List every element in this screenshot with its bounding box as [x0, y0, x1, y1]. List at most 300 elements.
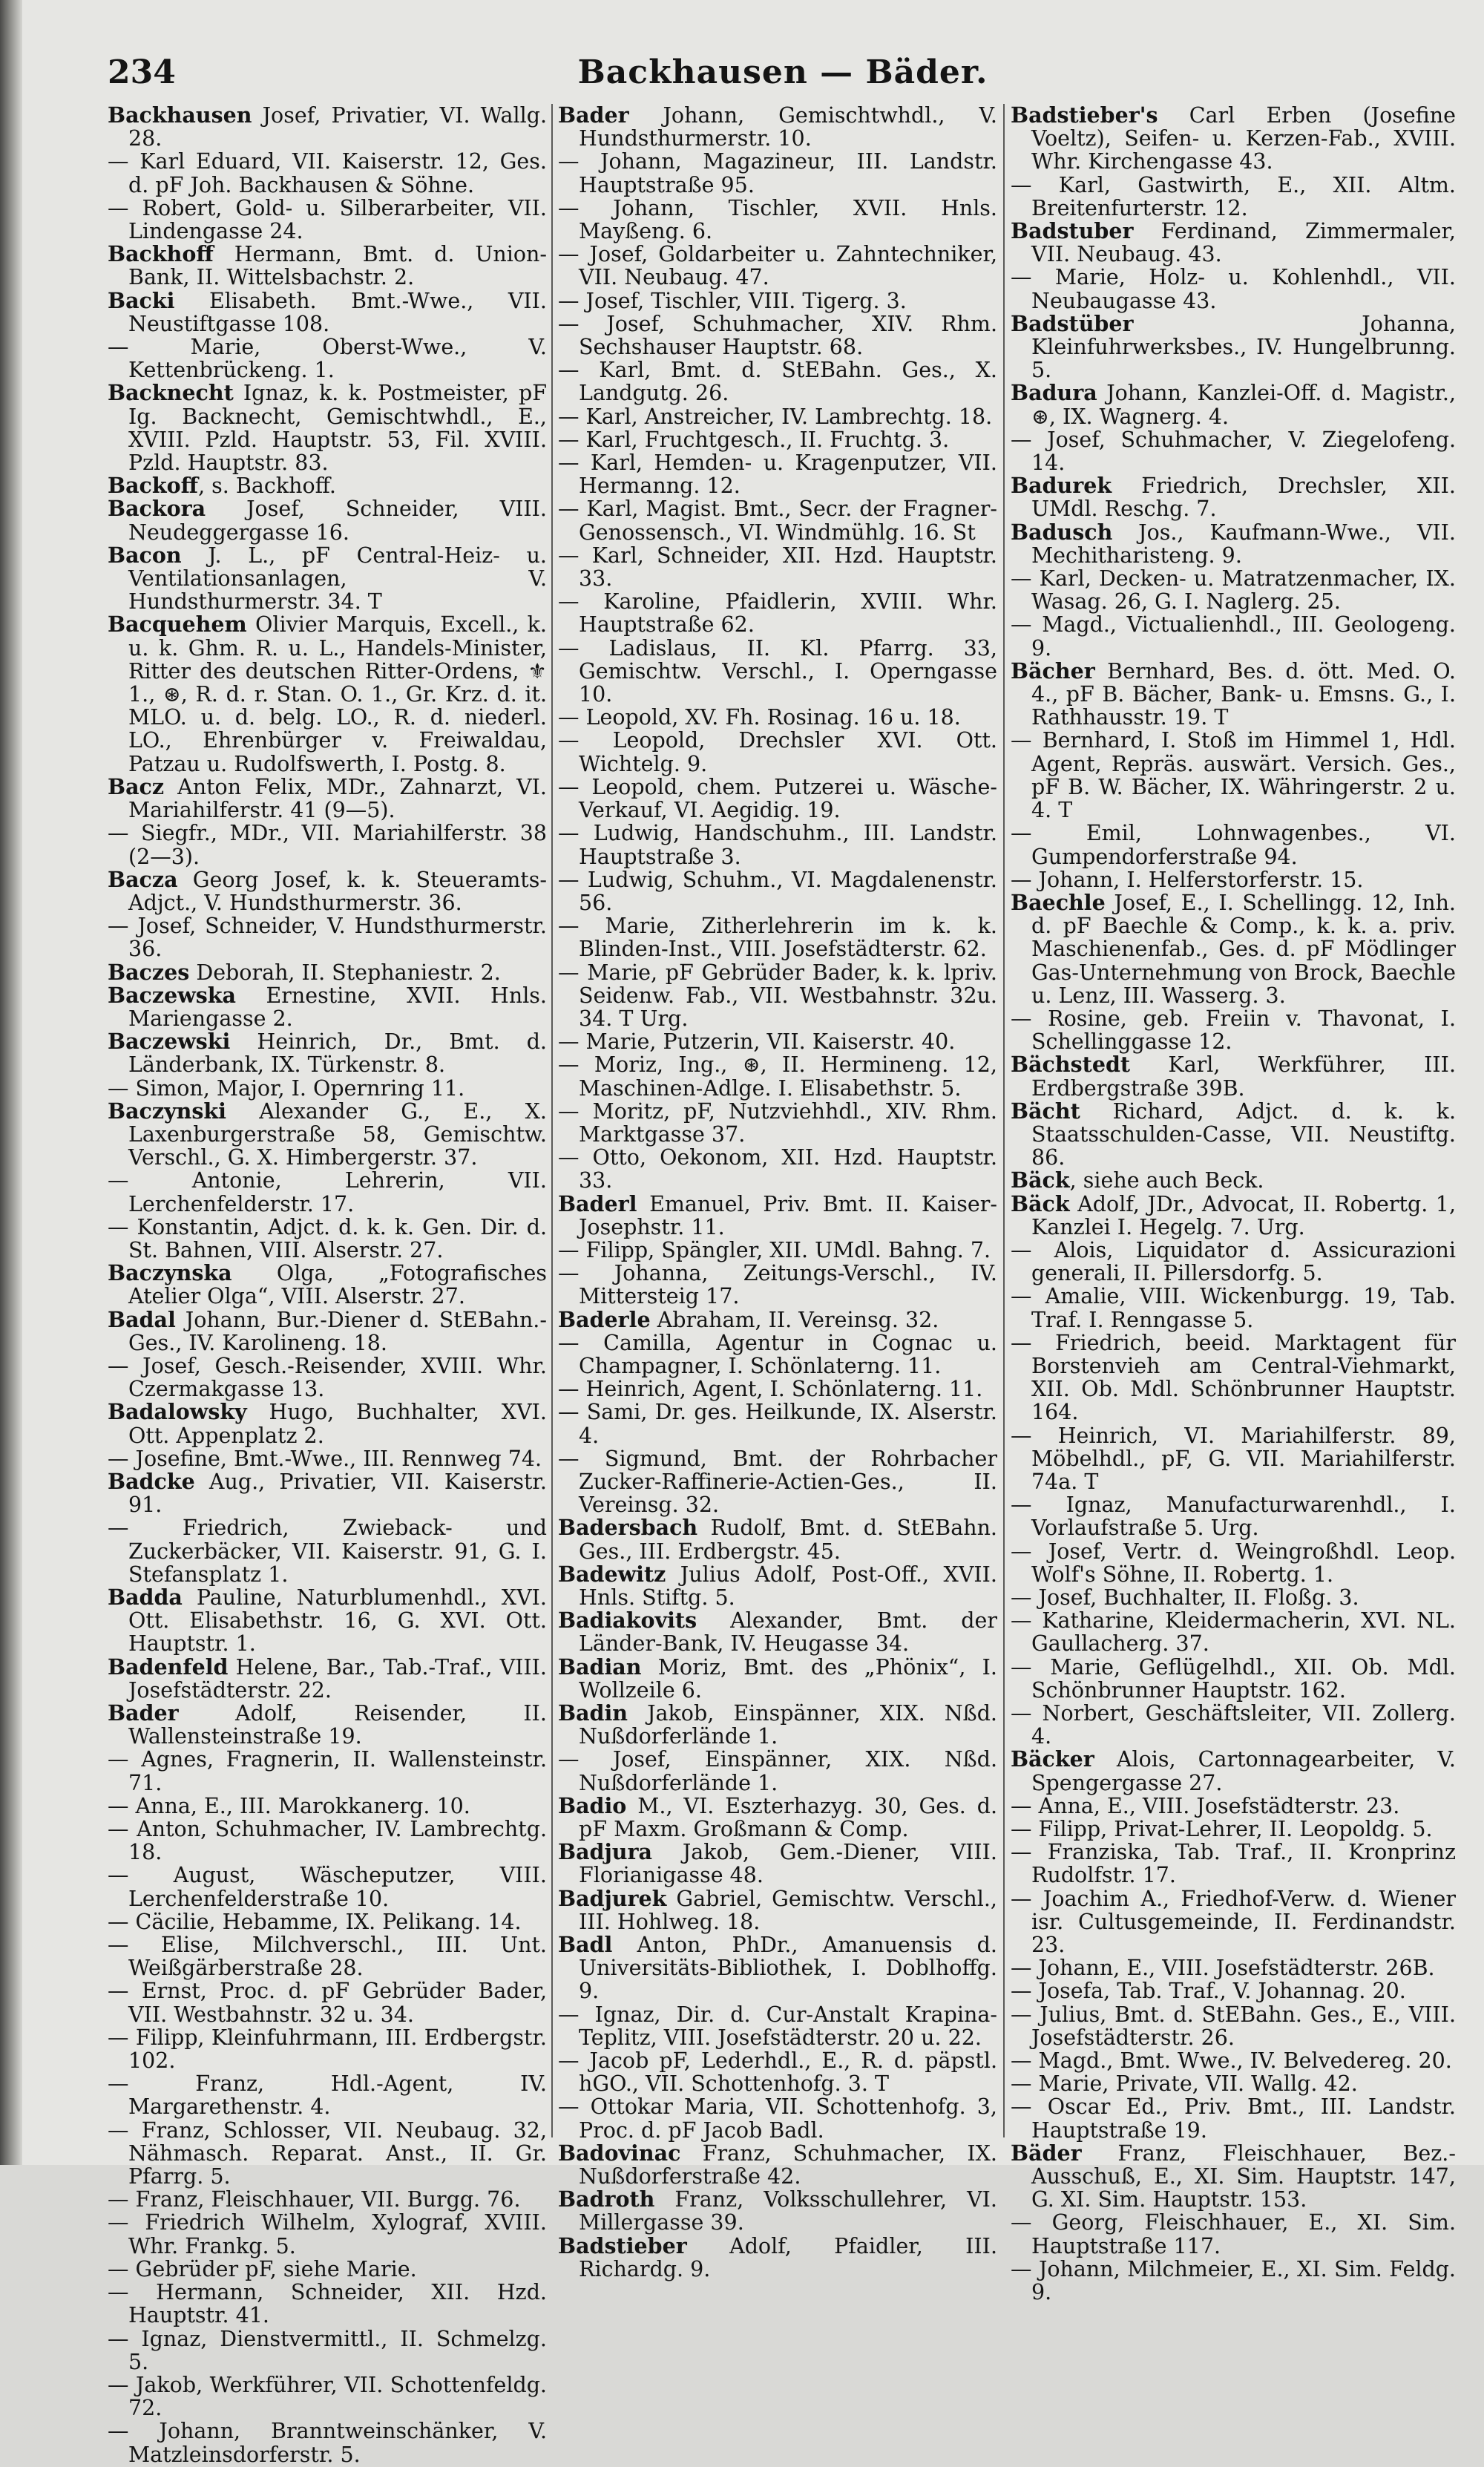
directory-entry: [1011, 660, 1456, 730]
entry-surname: Badersbach: [558, 1515, 698, 1541]
directory-entry: [108, 961, 547, 984]
entry-surname: Bächt: [1011, 1098, 1080, 1124]
entry-surname: Bächer: [1011, 658, 1095, 684]
entry-details: — Karl, Decken- u. Matratzenmacher, IX. Wasag. 26, G. I. Naglerg. 25.: [1011, 566, 1456, 615]
directory-entry: [108, 2072, 547, 2118]
entry-details: — Jakob, Werkführer, VII. Schottenfeldg. 72.: [108, 2372, 547, 2421]
entry-details: — Agnes, Fragnerin, II. Wallensteinstr. 71.: [108, 1747, 547, 1795]
entry-surname: Backhausen: [108, 102, 252, 128]
entry-details: — Josef, Goldarbeiter u. Zahntechniker, VII. Neubaug. 47.: [558, 242, 997, 290]
entry-details: Georg Josef, k. k. Steueramts-Adjct., V. Hundsthurmerstr. 36.: [128, 867, 547, 915]
directory-entry: [108, 474, 547, 497]
entry-details: — Marie, Zitherlehrerin im k. k. Blinden-Inst., VIII. Josefstädterstr. 62.: [558, 914, 997, 962]
directory-entry: [1011, 1540, 1456, 1586]
entry-details: Pauline, Naturblumenhdl., XVI. Ott. Elisabethstr. 16, G. XVI. Ott. Hauptstr. 1.: [128, 1585, 547, 1657]
directory-entry: [1011, 1493, 1456, 1539]
directory-entry: [1011, 567, 1456, 613]
directory-entry: [1011, 381, 1456, 427]
entry-surname: Bacz: [108, 773, 165, 799]
entry-details: — Karl, Hemden- u. Kragenputzer, VII. Hermanng. 12.: [558, 451, 997, 499]
directory-entry: [558, 428, 997, 451]
entry-surname: Backora: [108, 496, 206, 522]
directory-entry: [1011, 1285, 1456, 1331]
directory-entry: [108, 2188, 547, 2211]
entry-details: J. L., pF Central-Heiz- u. Ventilationsanlagen, V. Hundsthurmerstr. 34. T: [128, 543, 547, 615]
directory-entry: [1011, 613, 1456, 659]
entry-details: — Oscar Ed., Priv. Bmt., III. Landstr. Hauptstraße 19.: [1011, 2094, 1456, 2143]
directory-entry: [1011, 266, 1456, 312]
directory-entry: [108, 2258, 547, 2281]
entry-details: Helene, Bar., Tab.-Traf., VIII. Josefstädterstr. 22.: [128, 1654, 547, 1703]
entry-details: — Julius, Bmt. d. StEBahn. Ges., E., VIII. Josefstädterstr. 26.: [1011, 2002, 1456, 2050]
entry-details: , siehe auch Beck.: [1069, 1168, 1264, 1193]
entry-details: — Friedrich, Zwieback- und Zuckerbäcker, VII. Kaiserstr. 91, G. I. Stefansplatz 1.: [108, 1516, 547, 1587]
entry-details: Adolf, JDr., Advocat, II. Robertg. 1, Kanzlei I. Hegelg. 7. Urg.: [1031, 1191, 1456, 1239]
directory-entry: [108, 2119, 547, 2189]
entry-surname: Badal: [108, 1306, 176, 1332]
entry-details: — Karl, Magist. Bmt., Secr. der Fragner-Genossensch., VI. Windmühlg. 16. St: [558, 497, 997, 545]
entry-details: — Ignaz, Dir. d. Cur-Anstalt Krapina-Teplitz, VIII. Josefstädterstr. 20 u. 22.: [558, 2002, 997, 2050]
entry-details: Alexander G., E., X. Laxenburgerstraße 58, Gemischtw. Verschl., G. X. Himbergerstr. 37.: [128, 1098, 547, 1170]
directory-entry: [1011, 1586, 1456, 1609]
entry-details: — Josef, Schneider, V. Hundsthurmerstr. 36.: [108, 914, 547, 962]
column-1: [108, 102, 547, 2467]
directory-entry: [108, 104, 547, 150]
directory-entry: [1011, 1007, 1456, 1053]
entry-details: Gabriel, Gemischtw. Verschl., III. Hohlweg. 18.: [579, 1886, 997, 1934]
entry-details: — Siegfr., MDr., VII. Mariahilferstr. 38 (2—3).: [108, 821, 547, 869]
entry-details: — Leopold, chem. Putzerei u. Wäsche-Verkauf, VI. Aegidig. 19.: [558, 774, 997, 823]
directory-entry: [1011, 428, 1456, 474]
page-number: 234: [108, 53, 176, 91]
entry-details: — Karl, Bmt. d. StEBahn. Ges., X. Landgutg. 26.: [558, 358, 997, 406]
entry-surname: Baderle: [558, 1306, 651, 1332]
entry-details: Aug., Privatier, VII. Kaiserstr. 91.: [128, 1469, 547, 1518]
entry-surname: Badenfeld: [108, 1654, 229, 1680]
entry-surname: Badian: [558, 1654, 642, 1680]
directory-entry: [558, 822, 997, 868]
directory-entry: [108, 2327, 547, 2373]
directory-entry: [108, 1795, 547, 1818]
directory-entry: [108, 243, 547, 289]
directory-entry: [558, 150, 997, 196]
directory-entry: [108, 1354, 547, 1400]
column-divider: [1003, 104, 1005, 2137]
directory-entry: [1011, 220, 1456, 266]
directory-entry: [1011, 312, 1456, 382]
directory-entry: [1011, 1190, 1456, 1239]
entry-details: — Filipp, Privat-Lehrer, II. Leopoldg. 5.: [1011, 1817, 1433, 1842]
directory-entry: [1011, 1424, 1456, 1494]
directory-entry: [108, 544, 547, 614]
entry-details: Elisabeth. Bmt.-Wwe., VII. Neustiftgasse 108.: [128, 288, 547, 336]
entry-surname: Baechle: [1011, 889, 1106, 915]
entry-surname: Bäck: [1011, 1167, 1070, 1193]
entry-details: — Josef, Vertr. d. Weingroßhdl. Leop. Wolf's Söhne, II. Robertg. 1.: [1011, 1539, 1456, 1587]
directory-entry: [1011, 1053, 1456, 1099]
entry-details: Anton Felix, MDr., Zahnarzt, VI. Mariahilferstr. 41 (9—5).: [128, 774, 547, 823]
entry-surname: Backhoff: [108, 241, 214, 267]
directory-entry: [558, 1308, 997, 1331]
entry-surname: Badewitz: [558, 1561, 666, 1587]
entry-details: — Johann, I. Helferstorferstr. 15.: [1011, 867, 1364, 892]
directory-entry: [558, 312, 997, 358]
directory-entry: [108, 197, 547, 243]
entry-details: M., VI. Eszterhazyg. 30, Ges. d. pF Maxm. Großmann & Comp.: [579, 1793, 997, 1842]
entry-details: — Leopold, Drechsler XVI. Ott. Wichtelg. 9.: [558, 728, 997, 776]
directory-entry: [558, 1887, 997, 1933]
entry-surname: Badiakovits: [558, 1608, 697, 1634]
entry-details: — Leopold, XV. Fh. Rosinag. 16 u. 18.: [558, 705, 961, 730]
entry-details: — Karl, Schneider, XII. Hzd. Hauptstr. 33.: [558, 543, 997, 592]
scan-edge-shadow: [0, 0, 22, 2165]
directory-entry: [1011, 1702, 1456, 1748]
directory-entry: [558, 1609, 997, 1655]
entry-details: — Magd., Bmt. Wwe., IV. Belvedereg. 20.: [1011, 2048, 1452, 2074]
entry-surname: Badl: [558, 1932, 613, 1958]
directory-entry: [558, 405, 997, 428]
directory-entry: [1011, 1609, 1456, 1655]
entry-surname: Bächstedt: [1011, 1052, 1131, 1078]
directory-entry: [1011, 2211, 1456, 2257]
entry-details: — Heinrich, VI. Mariahilferstr. 89, Möbelhdl., pF, G. VII. Mariahilferstr. 74a. T: [1011, 1423, 1456, 1494]
entry-surname: Badovinac: [558, 2140, 681, 2166]
entry-surname: Baczynski: [108, 1098, 226, 1124]
entry-details: Richard, Adjct. d. k. k. Staatsschulden-Casse, VII. Neustiftg. 86.: [1031, 1098, 1456, 1170]
directory-entry: [1011, 2072, 1456, 2095]
directory-entry: [1011, 521, 1456, 567]
entry-details: Johann, Bur.-Diener d. StEBahn.-Ges., IV. Karolineng. 18.: [128, 1307, 547, 1355]
entry-surname: Baczynska: [108, 1260, 232, 1286]
directory-entry: [108, 2420, 547, 2466]
directory-entry: [1011, 1887, 1456, 1957]
directory-entry: [558, 868, 997, 914]
entry-details: — Jacob pF, Lederhdl., E., R. d. päpstl. hGO., VII. Schottenhofg. 3. T: [558, 2048, 997, 2097]
directory-entry: [1011, 2095, 1456, 2141]
directory-entry: [558, 1239, 997, 1262]
entry-details: Franz, Volksschullehrer, VI. Millergasse 39.: [579, 2187, 997, 2235]
entry-details: , s. Backhoff.: [198, 474, 336, 499]
entry-details: — Franz, Schlosser, VII. Neubaug. 32, Nähmasch. Reparat. Anst., II. Gr. Pfarrg. 5.: [108, 2117, 547, 2189]
directory-entry: [558, 1656, 997, 1702]
entry-details: — Ignaz, Dienstvermittl., II. Schmelzg. 5.: [108, 2326, 547, 2374]
entry-details: — Josef, Buchhalter, II. Floßg. 3.: [1011, 1585, 1359, 1610]
entry-details: Olivier Marquis, Excell., k. u. k. Ghm. R. u. L., Handels-Minister, Ritter des deutschen Ritter-Ordens, ⚜ 1., ⊛, R. d. r. Stan. O. 1., Gr. Krz. d. it. MLO. u. d. belg. LO., R. d. niederl. LO., Ehrenbürger v. Freiwaldau, Patzau u. Rudolfswerth, I. Postg. 8.: [128, 612, 547, 776]
directory-entry: [558, 1447, 997, 1517]
directory-entry: [558, 2232, 997, 2281]
directory-entry: [1011, 1656, 1456, 1702]
directory-entry: [558, 197, 997, 243]
entry-surname: Badura: [1011, 380, 1097, 406]
directory-entry: [1011, 104, 1456, 174]
directory-entry: [558, 637, 997, 707]
page-header: [108, 53, 1458, 98]
entry-surname: Badin: [558, 1700, 628, 1726]
directory-entry: [1011, 1100, 1456, 1170]
directory-entry: [108, 1030, 547, 1076]
directory-entry: [558, 1053, 997, 1099]
running-head: Backhausen — Bäder.: [577, 53, 988, 91]
entry-details: — Marie, Oberst-Wwe., V. Kettenbrückeng. 1.: [108, 335, 547, 383]
directory-entry: [558, 1563, 997, 1609]
entry-details: — Emil, Lohnwagenbes., VI. Gumpendorferstraße 94.: [1011, 821, 1456, 869]
entry-details: — Johann, Milchmeier, E., XI. Sim. Feldg. 9.: [1011, 2256, 1456, 2305]
directory-entry: [1011, 1331, 1456, 1424]
directory-entry: [108, 1586, 547, 1656]
entry-details: — Bernhard, I. Stoß im Himmel 1, Hdl. Agent, Repräs. auswärt. Versich. Ges., pF B. W. Bächer, IX. Währingerstr. 2 u. 4. T: [1011, 728, 1456, 823]
entry-details: — Johann, Branntweinschänker, V. Matzleinsdorferstr. 5.: [108, 2419, 547, 2467]
entry-surname: Badstuber: [1011, 218, 1134, 244]
directory-entry: [108, 150, 547, 196]
entry-details: Friedrich, Drechsler, XII. UMdl. Reschg. 7.: [1031, 474, 1456, 522]
directory-entry: [558, 1331, 997, 1377]
entry-details: — Ludwig, Schuhm., VI. Magdalenenstr. 56.: [558, 867, 997, 915]
directory-entry: [558, 1262, 997, 1308]
directory-entry: [558, 2142, 997, 2188]
directory-entry: [558, 1377, 997, 1400]
directory-entry: [1011, 2142, 1456, 2212]
entry-details: — Sigmund, Bmt. der Rohrbacher Zucker-Raffinerie-Actien-Ges., II. Vereinsg. 32.: [558, 1446, 997, 1518]
directory-entry: [558, 914, 997, 960]
entry-details: Julius Adolf, Post-Off., XVII. Hnls. Stiftg. 5.: [579, 1562, 997, 1610]
entry-details: — Ernst, Proc. d. pF Gebrüder Bader, VII. Westbahnstr. 32 u. 34.: [108, 1979, 547, 2027]
entry-details: — Georg, Fleischhauer, E., XI. Sim. Hauptstraße 117.: [1011, 2210, 1456, 2258]
directory-entry: [1011, 1748, 1456, 1794]
entry-details: — Karl, Anstreicher, IV. Lambrechtg. 18.: [558, 404, 993, 429]
entry-details: Emanuel, Priv. Bmt. II. Kaiser-Josephstr. 11.: [579, 1191, 997, 1239]
entry-details: — Marie, pF Gebrüder Bader, k. k. lpriv. Seidenw. Fab., VII. Westbahnstr. 32u. 34. T Urg.: [558, 960, 997, 1031]
entry-details: — Friedrich, beeid. Marktagent für Borstenvieh am Central-Viehmarkt, XII. Ob. Mdl. Schönbrunner Hauptstr. 164.: [1011, 1330, 1456, 1425]
directory-entry: [108, 1400, 547, 1447]
entry-details: — Moriz, Ing., ⊛, II. Hermineng. 12, Maschinen-Adlge. I. Elisabethstr. 5.: [558, 1052, 997, 1101]
entry-details: — Karl, Gastwirth, E., XII. Altm. Breitenfurterstr. 12.: [1011, 172, 1456, 220]
entry-details: — Josef, Einspänner, XIX. Nßd. Nußdorferlände 1.: [558, 1747, 997, 1795]
entry-details: — Marie, Putzerin, VII. Kaiserstr. 40.: [558, 1029, 956, 1055]
directory-entry: [558, 1146, 997, 1192]
entry-details: — Franz, Fleischhauer, VII. Burgg. 76.: [108, 2187, 521, 2212]
entry-details: — Josef, Gesch.-Reisender, XVIII. Whr. Czermakgasse 13.: [108, 1353, 547, 1402]
entry-details: Deborah, II. Stephaniestr. 2.: [189, 960, 501, 985]
entry-details: — Friedrich Wilhelm, Xylograf, XVIII. Whr. Frankg. 5.: [108, 2210, 547, 2258]
entry-surname: Backnecht: [108, 380, 234, 406]
entry-details: — Karl Eduard, VII. Kaiserstr. 12, Ges. d. pF Joh. Backhausen & Söhne.: [108, 149, 547, 197]
directory-entry: [558, 1748, 997, 1794]
entry-details: Alexander, Bmt. der Länder-Bank, IV. Heugasse 34.: [579, 1608, 997, 1657]
entry-details: — Simon, Major, I. Opernring 11.: [108, 1075, 465, 1101]
directory-entry: [1011, 1841, 1456, 1887]
entry-surname: Badstüber: [1011, 310, 1134, 336]
entry-details: — Josef, Schuhmacher, XIV. Rhm. Sechshauser Hauptstr. 68.: [558, 311, 997, 360]
directory-entry: [558, 1516, 997, 1562]
entry-details: Rudolf, Bmt. d. StEBahn. Ges., III. Erdbergstr. 45.: [579, 1516, 997, 1564]
entry-details: — Ladislaus, II. Kl. Pfarrg. 33, Gemischtw. Verschl., I. Operngasse 10.: [558, 635, 997, 707]
entry-surname: Badcke: [108, 1468, 195, 1494]
entry-details: — Marie, Holz- u. Kohlenhdl., VII. Neubaugasse 43.: [1011, 265, 1456, 313]
directory-entry: [558, 1702, 997, 1748]
entry-details: Moriz, Bmt. des „Phönix“, I. Wollzeile 6.: [579, 1654, 997, 1703]
entry-surname: Bäder: [1011, 2140, 1082, 2166]
entry-details: — Franz, Hdl.-Agent, IV. Margarethenstr. 4.: [108, 2071, 547, 2120]
entry-surname: Bacza: [108, 866, 178, 892]
directory-entry: [108, 1169, 547, 1215]
directory-entry: [558, 776, 997, 822]
entry-details: — Antonie, Lehrerin, VII. Lerchenfelderstr. 17.: [108, 1168, 547, 1216]
entry-details: Heinrich, Dr., Bmt. d. Länderbank, IX. Türkenstr. 8.: [128, 1029, 547, 1078]
entry-details: — Robert, Gold- u. Silberarbeiter, VII. Lindengasse 24.: [108, 195, 547, 244]
entry-details: — August, Wäscheputzer, VIII. Lerchenfelderstraße 10.: [108, 1863, 547, 1911]
entry-details: Johann, Gemischtwhdl., V. Hundsthurmerstr. 10.: [579, 103, 997, 151]
entry-details: Franz, Fleischhauer, Bez.-Ausschuß, E., XI. Sim. Hauptstr. 147, G. XI. Sim. Hauptstr. 153.: [1031, 2140, 1456, 2212]
directory-entry: [1011, 1956, 1456, 1979]
directory-entry: [108, 868, 547, 914]
entry-details: — Elise, Milchverschl., III. Unt. Weißgärberstraße 28.: [108, 1933, 547, 1981]
entry-details: — Norbert, Geschäftsleiter, VII. Zollerg. 4.: [1011, 1701, 1456, 1749]
directory-entry: [1011, 868, 1456, 891]
entry-details: Jakob, Einspänner, XIX. Nßd. Nußdorferlände 1.: [579, 1701, 997, 1749]
entry-surname: Badda: [108, 1585, 183, 1610]
directory-entry: [108, 1656, 547, 1702]
entry-details: — Anna, E., III. Marokkanerg. 10.: [108, 1793, 470, 1818]
entry-details: Ignaz, k. k. Postmeister, pF Ig. Backnecht, Gemischtwhdl., E., XVIII. Pzld. Hauptstr. 53, Fil. XVIII. Pzld. Hauptstr. 83.: [128, 381, 547, 476]
entry-surname: Bacquehem: [108, 612, 247, 638]
entry-surname: Baderl: [558, 1190, 637, 1216]
entry-details: — Hermann, Schneider, XII. Hzd. Hauptstr. 41.: [108, 2280, 547, 2328]
entry-surname: Backoff: [108, 473, 199, 499]
entry-details: — Katharine, Kleidermacherin, XVI. NL. Gaullacherg. 37.: [1011, 1608, 1456, 1657]
directory-entry: [108, 335, 547, 381]
entry-details: Johann, Kanzlei-Off. d. Magistr., ⊛, IX. Wagnerg. 4.: [1031, 381, 1456, 429]
directory-entry: [1011, 2049, 1456, 2072]
directory-entry: [558, 1933, 997, 2003]
entry-surname: Badalowsky: [108, 1399, 247, 1425]
entry-details: Olga, „Fotografisches Atelier Olga“, VIII. Alserstr. 27.: [128, 1261, 547, 1309]
directory-entry: [108, 497, 547, 543]
directory-entry: [558, 1400, 997, 1447]
entry-details: — Ludwig, Handschuhm., III. Landstr. Hauptstraße 3.: [558, 821, 997, 869]
directory-entry: [558, 358, 997, 404]
directory-entry: [558, 961, 997, 1031]
entry-details: — Filipp, Kleinfuhrmann, III. Erdbergstr. 102.: [108, 2025, 547, 2074]
column-3: [1011, 102, 1456, 2305]
directory-entry: [108, 822, 547, 868]
directory-entry: [1011, 822, 1456, 868]
directory-entry: [1011, 729, 1456, 822]
directory-entry: [558, 2003, 997, 2049]
entry-details: Josef, E., I. Schellingg. 12, Inh. d. pF Baechle & Comp., k. k. a. priv. Maschienenfab., Ges. d. pF Mödlinger Gas-Unternehmung von Brock, Baechle u. Lenz, III. Wasserg. 3.: [1031, 890, 1456, 1008]
directory-entry: [558, 1030, 997, 1053]
entry-details: — Josef, Tischler, VIII. Tigerg. 3.: [558, 288, 907, 313]
entry-surname: Badroth: [558, 2186, 655, 2212]
directory-entry: [1011, 1979, 1456, 2002]
entry-details: — Camilla, Agentur in Cognac u. Champagner, I. Schönlaterng. 11.: [558, 1330, 997, 1378]
directory-entry: [108, 381, 547, 474]
entry-details: — Marie, Private, VII. Wallg. 42.: [1011, 2071, 1358, 2097]
entry-details: — Alois, Liquidator d. Assicurazioni generali, II. Pillersdorfg. 5.: [1011, 1237, 1456, 1286]
entry-details: — Marie, Geflügelhdl., XII. Ob. Mdl. Schönbrunner Hauptstr. 162.: [1011, 1654, 1456, 1703]
entry-surname: Badio: [558, 1792, 627, 1818]
directory-entry: [558, 2188, 997, 2234]
directory-entry: [558, 1792, 997, 1842]
entry-details: Johanna, Kleinfuhrwerksbes., IV. Hungelbrunng. 5.: [1031, 311, 1456, 383]
entry-details: — Joachim A., Friedhof-Verw. d. Wiener isr. Cultusgemeinde, II. Ferdinandstr. 23.: [1011, 1886, 1456, 1958]
entry-details: Josef, Privatier, VI. Wallg. 28.: [128, 103, 547, 151]
directory-entry: [108, 1818, 547, 1864]
entry-details: — Filipp, Spängler, XII. UMdl. Bahng. 7.: [558, 1237, 991, 1262]
entry-details: — Josef, Schuhmacher, V. Ziegelofeng. 14.: [1011, 427, 1456, 476]
entry-surname: Badjurek: [558, 1885, 667, 1911]
directory-entry: [108, 2373, 547, 2420]
entry-details: Adolf, Pfaidler, III. Richardg. 9.: [579, 2233, 997, 2281]
directory-entry: [108, 613, 547, 775]
entry-details: — Josefa, Tab. Traf., V. Johannag. 20.: [1011, 1979, 1406, 2004]
entry-details: Anton, PhDr., Amanuensis d. Universitäts-Bibliothek, I. Doblhoffg. 9.: [579, 1933, 997, 2004]
directory-entry: [108, 1262, 547, 1308]
entry-details: — Anna, E., VIII. Josefstädterstr. 23.: [1011, 1793, 1400, 1818]
entry-details: — Cäcilie, Hebamme, IX. Pelikang. 14.: [108, 1909, 522, 1934]
entry-details: — Heinrich, Agent, I. Schönlaterng. 11.: [558, 1377, 983, 1402]
entry-surname: Badstieber: [558, 2232, 687, 2258]
entry-surname: Backi: [108, 287, 175, 313]
directory-entry: [108, 2281, 547, 2327]
directory-entry: [1011, 1169, 1456, 1192]
entry-details: — Josefine, Bmt.-Wwe., III. Rennweg 74.: [108, 1446, 542, 1471]
directory-entry: [108, 1933, 547, 1979]
entry-details: Alois, Cartonnagearbeiter, V. Spengergasse 27.: [1031, 1747, 1456, 1795]
entry-surname: Badurek: [1011, 473, 1112, 499]
entry-surname: Bader: [558, 102, 629, 128]
entry-details: — Johann, Magazineur, III. Landstr. Hauptstraße 95.: [558, 149, 997, 197]
directory-entry: [108, 1447, 547, 1470]
entry-details: — Johann, Tischler, XVII. Hnls. Mayßeng. 6.: [558, 195, 997, 244]
directory-entry: [558, 1841, 997, 1887]
entry-details: — Magd., Victualienhdl., III. Geologeng. 9.: [1011, 612, 1456, 661]
directory-entry: [558, 729, 997, 775]
entry-surname: Badusch: [1011, 519, 1113, 545]
entry-surname: Bäck: [1011, 1190, 1070, 1216]
directory-entry: [108, 1470, 547, 1516]
entry-details: Bernhard, Bes. d. ött. Med. O. 4., pF B. Bächer, Bank- u. Emsns. G., I. Rathhausstr. 19. T: [1031, 658, 1456, 730]
directory-entry: [1011, 474, 1456, 520]
column-divider: [551, 104, 553, 2137]
entry-details: — Karoline, Pfaidlerin, XVIII. Whr. Hauptstraße 62.: [558, 589, 997, 638]
entry-details: — Moritz, pF, Nutzviehhdl., XIV. Rhm. Marktgasse 37.: [558, 1098, 997, 1147]
entry-surname: Bader: [108, 1700, 179, 1726]
directory-entry: [108, 1702, 547, 1748]
entry-details: Carl Erben (Josefine Voeltz), Seifen- u. Kerzen-Fab., XVIII. Whr. Kirchengasse 43.: [1031, 103, 1456, 174]
directory-entry: [558, 2049, 997, 2095]
entry-details: Hermann, Bmt. d. Union-Bank, II. Wittelsbachstr. 2.: [128, 242, 547, 290]
entry-details: — Johann, E., VIII. Josefstädterstr. 26B.: [1011, 1956, 1435, 1981]
entry-details: Jos., Kaufmann-Wwe., VII. Mechitharisteng. 9.: [1031, 520, 1456, 568]
entry-details: Abraham, II. Vereinsg. 32.: [650, 1307, 939, 1332]
directory-entry: [108, 1516, 547, 1586]
entry-surname: Baczes: [108, 959, 190, 985]
entry-details: Ernestine, XVII. Hnls. Mariengasse 2.: [128, 983, 547, 1031]
directory-entry: [108, 1910, 547, 1933]
entry-details: — Franziska, Tab. Traf., II. Kronprinz Rudolfstr. 17.: [1011, 1840, 1456, 1888]
directory-entry: [108, 914, 547, 960]
directory-entry: [558, 706, 997, 729]
entry-details: Franz, Schuhmacher, IX. Nußdorferstraße 42.: [579, 2140, 997, 2189]
directory-entry: [1011, 2258, 1456, 2304]
entry-surname: Bacon: [108, 542, 182, 568]
directory-entry: [108, 1100, 547, 1170]
directory-entry: [1011, 1818, 1456, 1841]
entry-details: — Otto, Oekonom, XII. Hzd. Hauptstr. 33.: [558, 1145, 997, 1193]
directory-entry: [108, 984, 547, 1030]
directory-entry: [558, 451, 997, 497]
directory-entry: [558, 590, 997, 636]
